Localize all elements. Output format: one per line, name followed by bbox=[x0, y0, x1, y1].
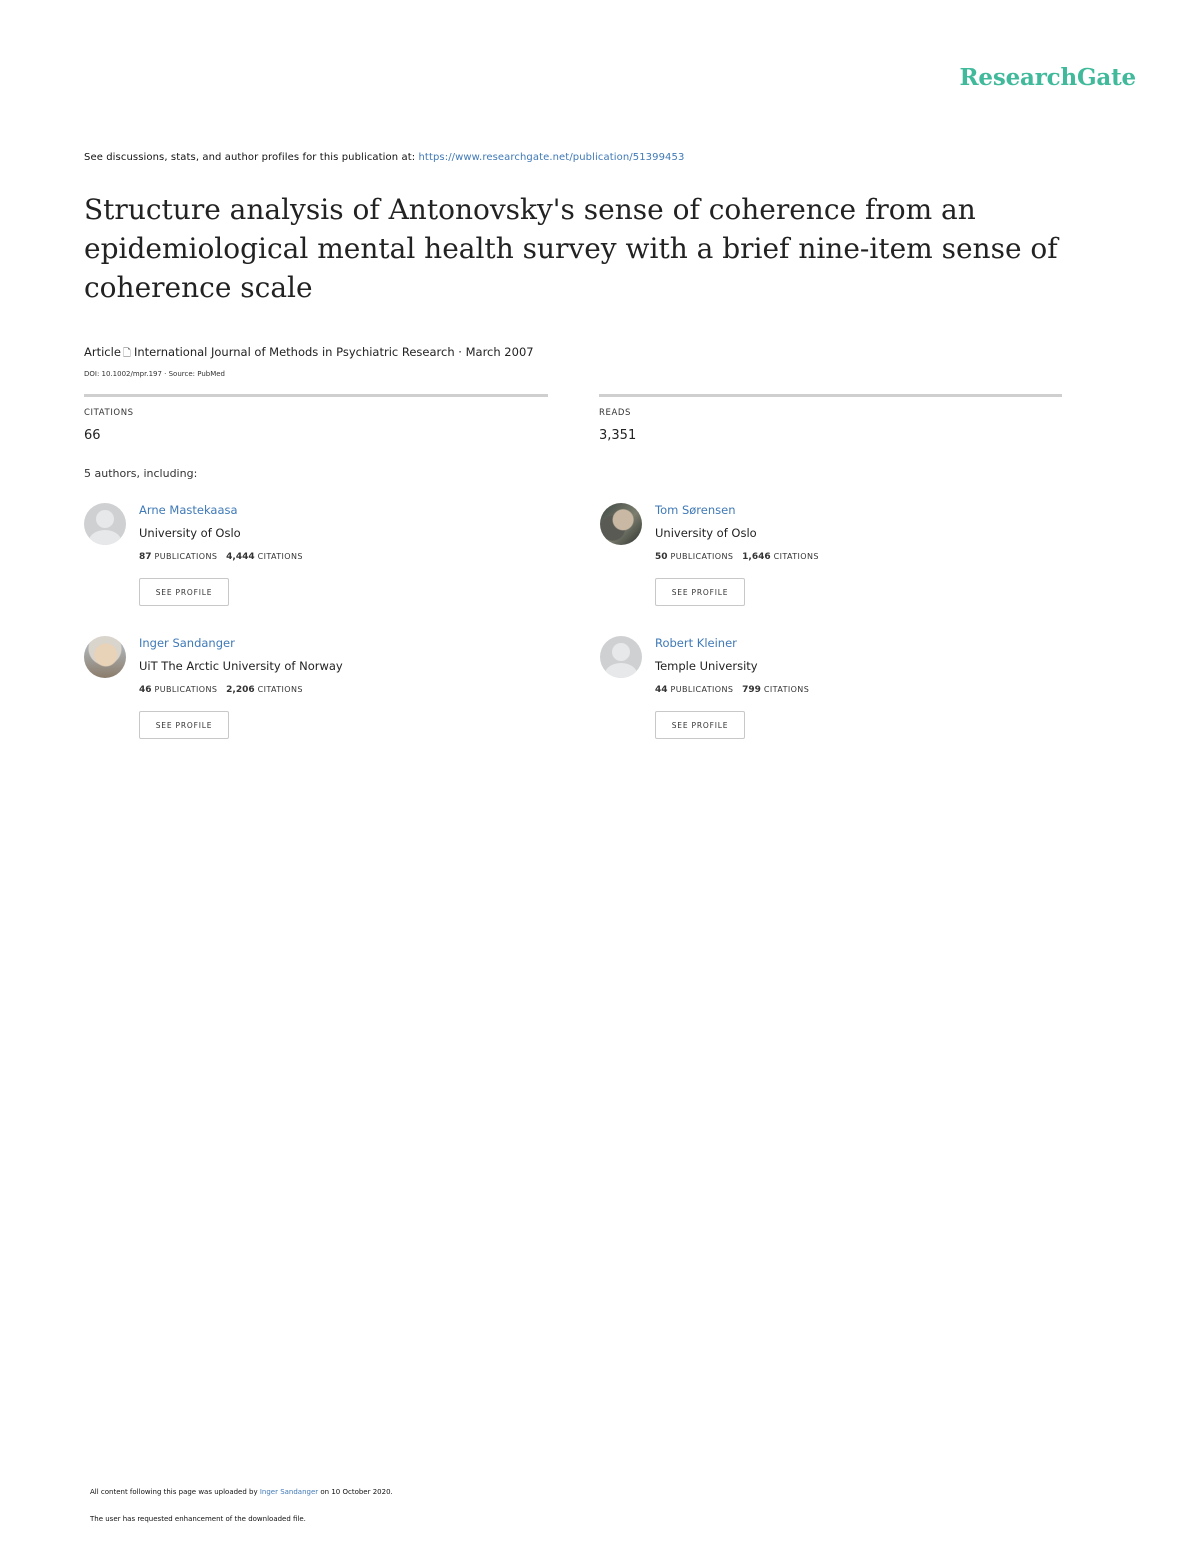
author-card bbox=[600, 503, 1030, 613]
reads-label: READS bbox=[599, 408, 632, 418]
author-photo[interactable] bbox=[600, 503, 642, 545]
publication-title: Structure analysis of Antonovsky's sense of coherence from an epidemiological mental health survey with a brief nine-item sense of coherence scale bbox=[84, 193, 1058, 304]
publications-count: 87 bbox=[139, 552, 152, 562]
citations-label: CITATIONS bbox=[773, 552, 819, 561]
citations-divider bbox=[84, 394, 548, 397]
author-card bbox=[84, 636, 514, 746]
publications-count: 44 bbox=[655, 685, 668, 695]
citations-count: 1,646 bbox=[742, 552, 771, 562]
author-institution: UiT The Arctic University of Norway bbox=[139, 659, 343, 673]
citations-count: 799 bbox=[742, 685, 761, 695]
upload-prefix: All content following this page was uploaded by bbox=[90, 1488, 260, 1496]
see-discussions-text: See discussions, stats, and author profiles for this publication at: bbox=[84, 152, 419, 163]
author-stats bbox=[655, 552, 819, 562]
enhancement-note: The user has requested enhancement of the downloaded file. bbox=[90, 1515, 306, 1523]
venue-date: International Journal of Methods in Psychiatric Research · March 2007 bbox=[133, 345, 534, 359]
author-stats bbox=[655, 685, 809, 695]
generic-avatar-icon[interactable] bbox=[600, 636, 642, 678]
article-type: Article bbox=[84, 345, 121, 359]
author-name[interactable]: Arne Mastekaasa bbox=[139, 503, 238, 517]
author-stats bbox=[139, 685, 303, 695]
uploader-link[interactable]: Inger Sandanger bbox=[259, 1488, 319, 1496]
citations-label: CITATIONS bbox=[257, 552, 303, 561]
see-discussions-line bbox=[84, 152, 684, 163]
publications-label: PUBLICATIONS bbox=[154, 685, 218, 694]
author-institution: University of Oslo bbox=[139, 526, 241, 540]
publication-meta-line bbox=[84, 345, 534, 363]
authors-heading: 5 authors, including: bbox=[84, 467, 198, 480]
citations-label: CITATIONS bbox=[84, 408, 134, 418]
publications-count: 50 bbox=[655, 552, 668, 562]
citations-label: CITATIONS bbox=[763, 685, 810, 694]
citations-label: CITATIONS bbox=[257, 685, 303, 694]
citations-value: 66 bbox=[84, 428, 101, 443]
upload-note bbox=[90, 1488, 393, 1496]
publications-label: PUBLICATIONS bbox=[670, 685, 734, 694]
doi-source-line: DOI: 10.1002/mpr.197 · Source: PubMed bbox=[84, 370, 226, 378]
see-profile-button[interactable]: SEE PROFILE bbox=[139, 711, 229, 739]
author-stats bbox=[139, 552, 303, 562]
publications-label: PUBLICATIONS bbox=[154, 552, 218, 561]
publications-count: 46 bbox=[139, 685, 152, 695]
researchgate-logo[interactable]: ResearchGate bbox=[959, 64, 1136, 91]
author-card bbox=[84, 503, 514, 613]
reads-divider bbox=[599, 394, 1062, 397]
see-profile-button[interactable]: SEE PROFILE bbox=[655, 711, 745, 739]
generic-avatar-icon[interactable] bbox=[84, 503, 126, 545]
see-profile-button[interactable]: SEE PROFILE bbox=[655, 578, 745, 606]
author-name[interactable]: Robert Kleiner bbox=[655, 636, 737, 650]
author-photo[interactable] bbox=[84, 636, 126, 678]
citations-count: 2,206 bbox=[226, 685, 255, 695]
author-name[interactable]: Inger Sandanger bbox=[139, 636, 235, 650]
reads-value: 3,351 bbox=[599, 428, 637, 443]
author-card bbox=[600, 636, 1030, 746]
author-institution: Temple University bbox=[655, 659, 758, 673]
publication-url-link[interactable]: https://www.researchgate.net/publication/51399453 bbox=[418, 152, 685, 163]
author-name[interactable]: Tom Sørensen bbox=[655, 503, 736, 517]
author-institution: University of Oslo bbox=[655, 526, 757, 540]
upload-suffix: on 10 October 2020. bbox=[318, 1488, 393, 1496]
publications-label: PUBLICATIONS bbox=[670, 552, 734, 561]
citations-count: 4,444 bbox=[226, 552, 255, 562]
see-profile-button[interactable]: SEE PROFILE bbox=[139, 578, 229, 606]
fulltext-availability-icon: 🗋 bbox=[122, 348, 131, 359]
